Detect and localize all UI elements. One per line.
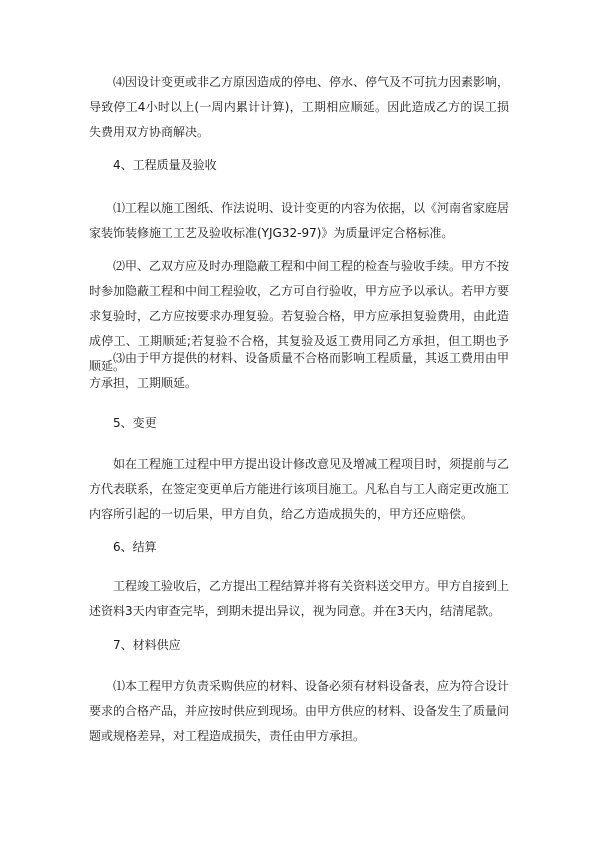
paragraph-concealed-works: ⑵甲、乙双方应及时办理隐蔽工程和中间工程的检查与验收手续。甲方不按时参加隐蔽工程和中间工程验收，乙方可自行验收，甲方应予以承认。若甲方要求复验时，乙方应按要求办理复验。若复验合格，甲方应承担复验费用，由此造成停工、工期顺延;若复验不合格，其复验及返工费用同乙方承担，但工期也予顺延。 [89,259,510,373]
section-heading-material-supply: 7、材料供应 [113,638,181,652]
paragraph-settlement: 工程竣工验收后，乙方提出工程结算并将有关资料送交甲方。甲方自接到上述资料3天内审查完毕，到期未提出异议，视为同意。并在3天内，结清尾款。 [89,579,510,618]
paragraph-material-supply: ⑴本工程甲方负责采购供应的材料、设备必须有材料设备表，应为符合设计要求的合格产品，并应按时供应到现场。由甲方供应的材料、设备发生了质量问题或规格差异，对工程造成损失，责任由甲方承担。 [89,679,510,743]
paragraph-material-quality: ⑶由于甲方提供的材料、设备质量不合格而影响工程质量，其返工费用由甲方承担，工期顺延。 [89,351,510,390]
section-heading-quality-acceptance: 4、工程质量及验收 [113,158,217,172]
paragraph-delay-clause-4: ⑷因设计变更或非乙方原因造成的停电、停水、停气及不可抗力因素影响，导致停工4小时以上(一周内累计计算)，工期相应顺延。因此造成乙方的误工损失费用双方协商解决。 [89,75,510,139]
paragraph-quality-standard: ⑴工程以施工图纸、作法说明、设计变更的内容为依据，以《河南省家庭居家装饰装修施工工艺及验收标准(YJG32-97)》为质量评定合格标准。 [89,201,510,240]
paragraph-changes: 如在工程施工过程中甲方提出设计修改意见及增减工程项目时，须提前与乙方代表联系，在签定变更单后方能进行该项目施工。凡私自与工人商定更改施工内容所引起的一切后果，甲方自负，给乙方造成损失的，甲方还应赔偿。 [89,457,510,521]
section-heading-settlement: 6、结算 [113,540,157,554]
section-heading-changes: 5、变更 [113,416,157,430]
